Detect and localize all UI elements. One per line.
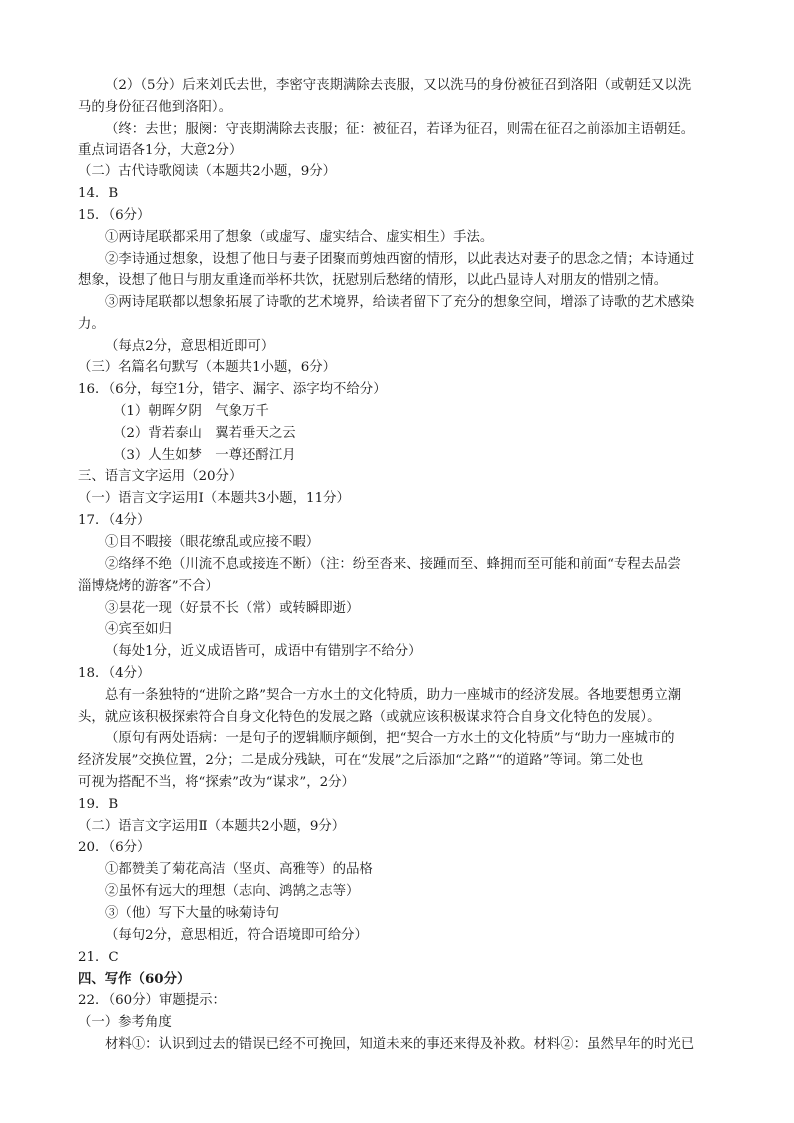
answer-text: 材料①：认识到过去的错误已经不可挽回，知道未来的事还来得及补救。材料②：虽然早年的时光已 [105, 1037, 695, 1052]
section-heading: 四、写作（60分） [78, 971, 191, 987]
answer-point: （1）朝晖夕阴 气象万千 [113, 404, 269, 419]
answer-point: ①目不暇接（眼花缭乱或应接不暇） [105, 535, 320, 550]
answer-point: ①两诗尾联都采用了想象（或虚写、虚实结合、虚实相生）手法。 [105, 230, 494, 245]
scoring-note: （原句有两处语病：一是句子的逻辑顺序颠倒，把“契合一方水土的文化特质”与“助力一座城市的 [105, 731, 675, 746]
answer-point: （3）人生如梦 一尊还酹江月 [113, 448, 296, 463]
question-number: 22．（60分）审题提示： [78, 993, 226, 1008]
answer-point: ①都赞美了菊花高洁（坚贞、高雅等）的品格 [105, 862, 373, 877]
question-answer: 14．B [78, 186, 119, 201]
text-line: 可视为搭配不当，将“探索”改为“谋求”，2分） [78, 775, 355, 790]
answer-point: ②络绎不绝（川流不息或接连不断）（注：纷至沓来、接踵而至、蜂拥而至可能和前面“专程去品尝 [105, 557, 681, 572]
answer-point: ②虽怀有远大的理想（志向、鸿鹄之志等） [105, 884, 360, 899]
answer-point: （2）背若泰山 翼若垂天之云 [113, 426, 296, 441]
text-line: 力。 [78, 317, 105, 332]
answer-point: ③（他）写下大量的咏菊诗句 [105, 906, 280, 921]
text-line: 头，就应该积极探索符合自身文化特色的发展之路（或就应该积极谋求符合自身文化特色的发展）。 [78, 710, 661, 725]
answer-point: ③两诗尾联都以想象拓展了诗歌的艺术境界，给读者留下了充分的想象空间，增添了诗歌的艺术感染 [105, 295, 695, 310]
question-number: 18．（4分） [78, 666, 151, 681]
question-answer: 21．C [78, 950, 119, 965]
scoring-note: （每处1分，近义成语皆可，成语中有错别字不给分） [105, 644, 422, 659]
scoring-note: （每点2分，意思相近即可） [105, 339, 275, 354]
text-line: 想象，设想了他日与朋友重逢而举杯共饮，抚慰别后愁绪的情形，以此凸显诗人对朋友的惜别之情。 [78, 273, 668, 288]
question-number: 16．（6分，每空1分，错字、漏字、添字均不给分） [78, 382, 387, 397]
question-answer: 19．B [78, 797, 119, 812]
question-number: 20．（6分） [78, 840, 151, 855]
text-line: （2）（5分）后来刘氏去世，李密守丧期满除去丧服，又以洗马的身份被征召到洛阳（或朝廷又以洗 [105, 78, 692, 93]
section-heading: （一）语言文字运用Ⅰ（本题共3小题，11分） [78, 491, 350, 506]
answer-point: ③昙花一现（好景不长（常）或转瞬即逝） [105, 601, 360, 616]
answer-point: ④宾至如归 [105, 622, 172, 637]
text-line: 马的身份征召他到洛阳）。 [78, 100, 232, 115]
section-heading: （一）参考角度 [78, 1015, 172, 1030]
text-line: 淄博烧烤的游客”不合） [78, 579, 219, 594]
section-heading: （二）语言文字运用Ⅱ（本题共2小题，9分） [78, 819, 346, 834]
answer-point: ②李诗通过想象，设想了他日与妻子团聚而剪烛西窗的情形，以此表达对妻子的思念之情；本诗通过 [105, 252, 695, 267]
question-number: 15．（6分） [78, 208, 151, 223]
scoring-note: （每句2分，意思相近，符合语境即可给分） [105, 928, 368, 943]
text-line: 经济发展”交换位置，2分；二是成分残缺，可在“发展”之后添加“之路”“的道路”等词。第二处也 [78, 753, 644, 768]
section-heading: 三、语言文字运用（20分） [78, 469, 243, 484]
text-line: （终：去世；服阕：守丧期满除去丧服；征：被征召，若译为征召，则需在征召之前添加主语朝廷。 [105, 122, 695, 137]
section-heading: （二）古代诗歌阅读（本题共2小题，9分） [78, 164, 337, 179]
answer-text: 总有一条独特的“进阶之路”契合一方水土的文化特质，助力一座城市的经济发展。各地要想勇立潮 [105, 688, 682, 703]
section-heading: （三）名篇名句默写（本题共1小题，6分） [78, 360, 337, 375]
text-line: 重点词语各1分，大意2分） [78, 143, 243, 158]
question-number: 17．（4分） [78, 513, 151, 528]
